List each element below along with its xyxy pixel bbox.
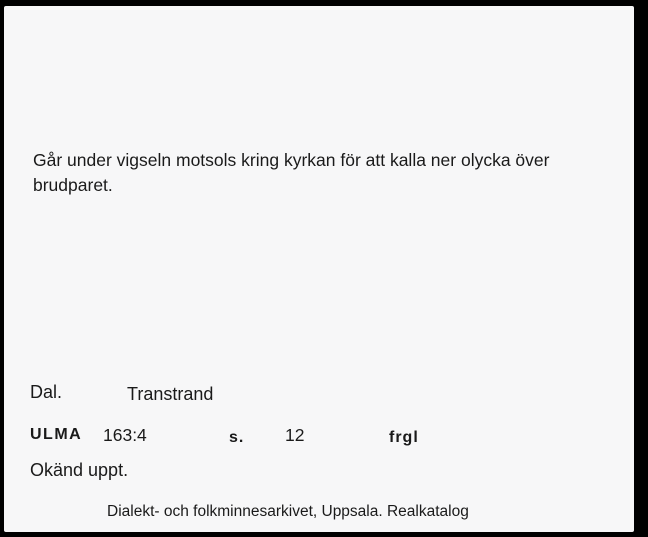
region-label: Dal. (30, 382, 63, 402)
page-number: 12 (285, 425, 305, 445)
collector-note: Okänd uppt. (30, 460, 129, 480)
archive-number: 163:4 (103, 425, 147, 445)
archive-footer: Dialekt- och folkminnesarkivet, Uppsala. Realkatalog (107, 503, 469, 520)
page-label: s. (229, 429, 245, 446)
category-code: frgl (389, 429, 419, 446)
catalog-card (4, 6, 634, 532)
place-label: Transtrand (127, 384, 214, 404)
archive-code: ULMA (30, 426, 83, 443)
card-body-text: Går under vigseln motsols kring kyrkan för att kalla ner olycka över brudparet. (33, 150, 550, 195)
